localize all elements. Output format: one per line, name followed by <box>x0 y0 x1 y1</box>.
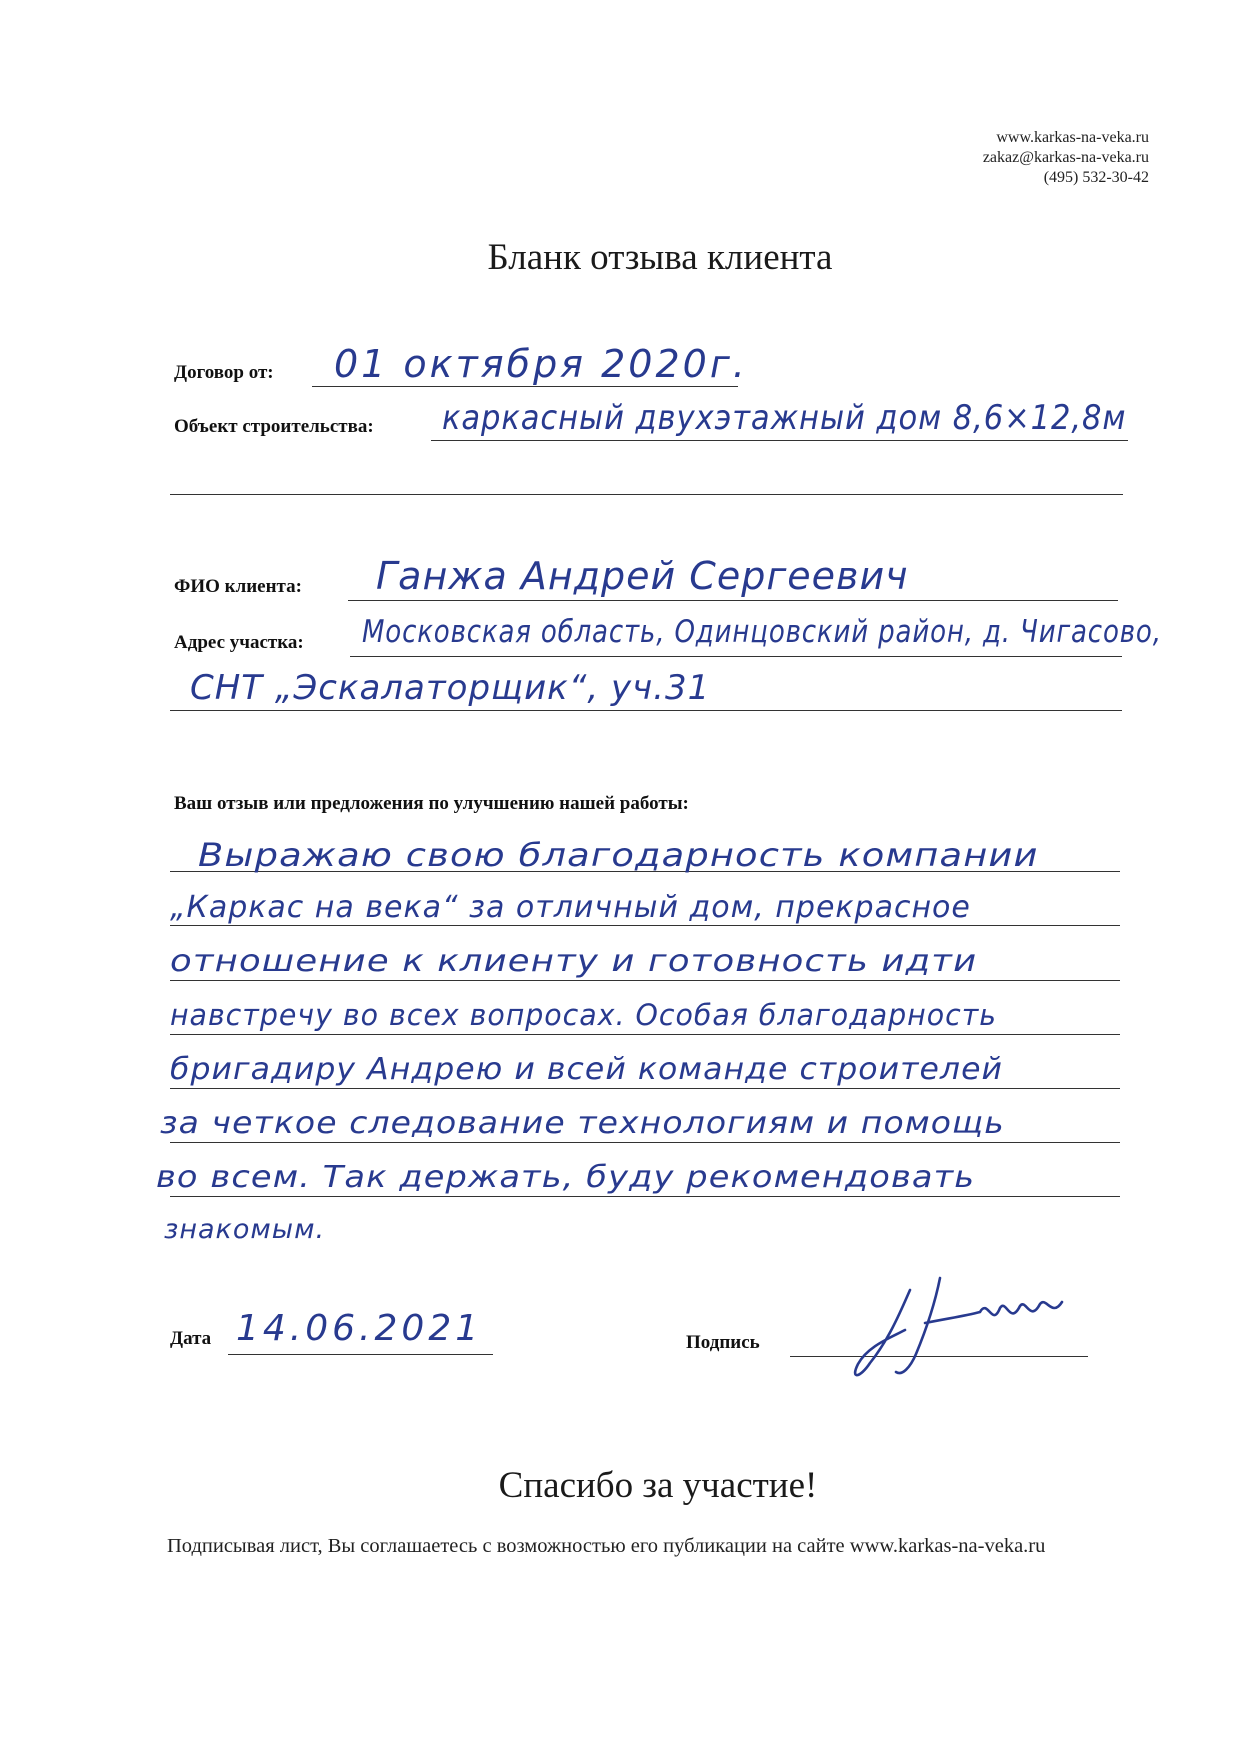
feedback-line-rule <box>170 925 1120 926</box>
address-underline-2 <box>170 710 1122 711</box>
feedback-line-rule <box>170 980 1120 981</box>
publication-consent-note: Подписывая лист, Вы соглашаетесь с возможностью его публикации на сайте www.karkas-na-veka.ru <box>167 1535 1046 1557</box>
contract-label: Договор от: <box>174 362 274 383</box>
phone-number: (495) 532-30-42 <box>1043 169 1149 186</box>
email-link[interactable]: zakaz@karkas-na-veka.ru <box>982 149 1149 166</box>
contract-underline <box>312 386 738 387</box>
client-value: Ганжа Андрей Сергеевич <box>376 554 909 598</box>
object-label: Объект строительства: <box>174 416 374 437</box>
feedback-text-line: за четкое следование технологиям и помощь <box>160 1106 1005 1141</box>
contacts-block <box>983 128 1149 188</box>
feedback-text-line: навстречу во всех вопросах. Особая благодарность <box>170 998 997 1032</box>
client-underline <box>348 600 1118 601</box>
address-label: Адрес участка: <box>174 632 304 653</box>
date-label: Дата <box>170 1328 212 1349</box>
feedback-text-line: бригадиру Андрею и всей команде строителей <box>170 1052 1004 1087</box>
handwritten-signature <box>830 1268 1090 1388</box>
feedback-line-rule <box>170 1034 1120 1035</box>
feedback-label: Ваш отзыв или предложения по улучшению нашей работы: <box>174 793 689 814</box>
object-value: каркасный двухэтажный дом 8,6×12,8м <box>442 398 1127 438</box>
address-line-2: СНТ „Эскалаторщик“, уч.31 <box>190 668 711 708</box>
feedback-text-line: Выражаю свою благодарность компании <box>198 836 1039 874</box>
thanks-message: Спасибо за участие! <box>498 1465 818 1506</box>
feedback-text-line: во всем. Так держать, буду рекомендовать <box>156 1160 976 1195</box>
object-underline <box>431 440 1128 441</box>
feedback-text-line: отношение к клиенту и готовность идти <box>170 944 978 979</box>
feedback-text-line: „Каркас на века“ за отличный дом, прекрасное <box>170 890 971 925</box>
object-extra-line <box>170 494 1123 495</box>
contract-value: 01 октября 2020г. <box>334 342 748 386</box>
address-line-1: Московская область, Одинцовский район, д. Чигасово, <box>362 614 1162 650</box>
date-value: 14.06.2021 <box>236 1308 483 1349</box>
form-title: Бланк отзыва клиента <box>487 237 833 278</box>
date-underline <box>228 1354 493 1355</box>
feedback-line-rule <box>170 1196 1120 1197</box>
signature-label: Подпись <box>686 1332 760 1353</box>
address-underline-1 <box>350 656 1122 657</box>
feedback-line-rule <box>170 1088 1120 1089</box>
client-label: ФИО клиента: <box>174 576 302 597</box>
website-link[interactable]: www.karkas-na-veka.ru <box>996 129 1149 146</box>
feedback-text-line: знакомым. <box>164 1214 326 1245</box>
feedback-line-rule <box>170 1142 1120 1143</box>
